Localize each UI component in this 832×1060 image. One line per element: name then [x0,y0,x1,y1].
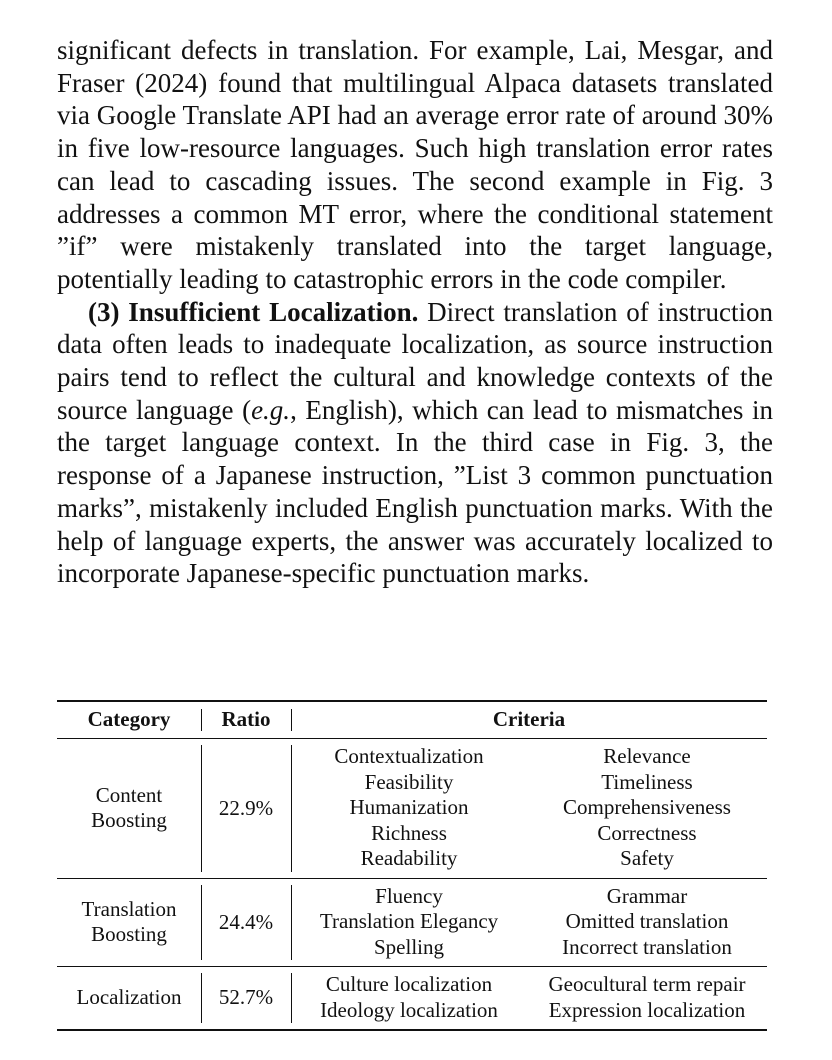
criteria-right-cell [527,967,767,1031]
criterion: Culture localization [325,972,493,996]
body-text [57,34,773,590]
criterion: Fluency [375,883,443,908]
section-heading-insufficient-localization: (3) Insufficient Localization. [88,296,419,327]
criterion: Correctness [597,820,697,845]
category-cell: Translation Boosting [57,878,201,967]
ratio-cell: 24.4% [201,878,291,967]
criterion: Relevance [603,744,691,768]
header-criteria: Criteria [291,701,767,739]
table-row [57,878,767,967]
criterion: Ideology localization [320,997,498,1022]
criterion: Contextualization [334,744,484,768]
category-cell: Content Boosting [57,739,201,879]
paragraph-translation-defects: significant defects in translation. For example, Lai, Mesgar, and Fraser (2024) found that multilingual Alpaca datasets translated via Google Translate API had an average error rate of around 30% in five low-resource languages. Such high translation error rates can lead to cascading issues. The second example in Fig. 3 addresses a common MT error, where the conditional statement ”if” were mistakenly translated into the target language, potentially leading to catastrophic errors in the code compiler. [57,35,774,294]
header-category: Category [57,701,201,739]
criterion: Feasibility [364,769,454,794]
criteria-left-cell [291,739,527,879]
criterion: Timeliness [601,769,693,794]
criteria-right-cell [527,739,767,879]
paragraph-text-part-2: , English), which can lead to mismatches in the target language context. In the third case in Fig. 3, the response of a Japanese instruction, ”List 3 common punctuation marks”, mistakenly included English punctuation marks. With the help of language experts, the answer was accurately localized to incorporate Japanese-specific punctuation marks. [57,394,773,589]
table-row [57,967,767,1031]
criterion: Incorrect translation [562,934,732,959]
criterion: Translation Elegancy [319,909,499,933]
ratio-cell: 52.7% [201,967,291,1031]
table-header-row [57,701,767,739]
criteria-left-cell [291,967,527,1031]
paragraph-text-eg: e.g. [251,394,291,425]
criterion: Grammar [606,883,688,908]
criterion: Comprehensiveness [563,795,731,819]
table-row [57,739,767,879]
criterion: Humanization [349,795,469,819]
criteria-left-cell [291,878,527,967]
criterion: Omitted translation [565,909,729,933]
criterion: Expression localization [548,997,746,1022]
criterion: Spelling [373,934,444,959]
criterion: Geocultural term repair [548,972,746,996]
criterion: Safety [620,846,674,870]
criterion: Readability [360,846,458,870]
criteria-right-cell [527,878,767,967]
header-ratio: Ratio [201,701,291,739]
category-cell: Localization [57,967,201,1031]
table [57,700,767,1031]
criteria-table [57,700,767,1031]
paragraph-text-part-1: Direct translation of instruction data often leads to inadequate localization, as source instruction pairs tend to reflect the cultural and knowledge contexts of the source language ( [57,296,773,425]
paragraph-insufficient-localization [57,296,773,590]
ratio-cell: 22.9% [201,739,291,879]
criterion: Richness [371,820,447,845]
